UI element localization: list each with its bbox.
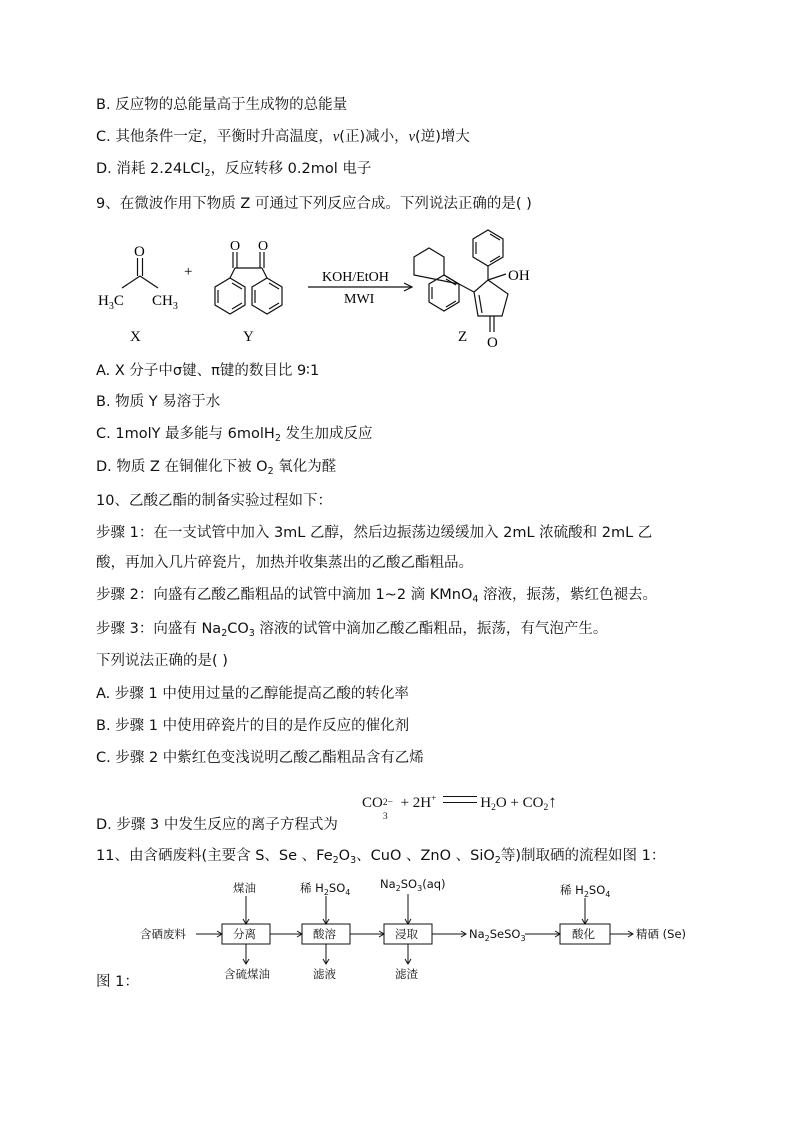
flow-input-dilute-acid-2: 稀 $H_2SO_4$ — [560, 883, 611, 899]
flow-input-sodium-sulfite: $Na_2SO_3(aq)$ — [380, 877, 446, 893]
flow-box1-label: 分离 — [233, 927, 256, 941]
flow-input-kerosene: 煤油 — [233, 881, 256, 895]
flowchart — [140, 876, 700, 986]
q10-question: 下列说法正确的是( ) — [96, 653, 228, 669]
label-x: X — [130, 329, 141, 345]
methyl-right-label: $CH_3$ — [152, 293, 178, 312]
equals-sign — [443, 796, 477, 803]
ketone-oxygen-z: O — [487, 335, 498, 351]
q9-option-d: D. 物质 Z 在铜催化下被 $O_2$ 氧化为醛 — [96, 459, 337, 477]
label-z: Z — [458, 329, 468, 345]
flow-intermediate: $Na_2SeSO_3$ — [469, 927, 526, 943]
q8-option-b: B. 反应物的总能量高于生成物的总能量 — [96, 97, 348, 113]
q10-option-d: D. 步骤 3 中发生反应的离子方程式为 — [96, 817, 338, 833]
q9-option-c: C. 1molY 最多能与 6molH$_2$ 发生加成反应 — [96, 426, 373, 444]
q9-option-a: A. X 分子中σ键、π键的数目比 9∶1 — [96, 363, 320, 379]
q8-option-d: D. 消耗 2.24LCl$_2$，反应转移 0.2mol 电子 — [96, 161, 372, 179]
q10-step1-line2: 酸，再加入几片碎瓷片，加热并收集蒸出的乙酸乙酯粗品。 — [96, 555, 473, 571]
q10-step3: 步骤 3：向盛有 $Na_2CO_3$ 溶液的试管中滴加乙酸乙酯粗品，振荡，有气泡产生。 — [96, 621, 608, 639]
q10-option-c: C. 步骤 2 中紫红色变浅说明乙酸乙酯粗品含有乙烯 — [96, 750, 424, 766]
flow-box2-label: 酸溶 — [313, 927, 336, 941]
flow-box4-label: 酸化 — [572, 927, 595, 941]
molecule-y — [215, 252, 282, 314]
flow-start: 含硒废料 — [140, 927, 186, 941]
flow-input-dilute-acid-1: 稀 $H_2SO_4$ — [300, 881, 351, 897]
reaction-scheme — [90, 228, 650, 353]
q9-option-b: B. 物质 Y 易溶于水 — [96, 394, 221, 410]
ketone-oxygen: O — [134, 244, 145, 260]
q10-step1-line1: 步骤 1：在一支试管中加入 3mL 乙醇，然后边振荡边缓缓加入 2mL 浓硫酸和 2mL 乙 — [96, 525, 653, 541]
molecule-z — [414, 230, 508, 332]
flow-output-sulfur-kerosene: 含硫煤油 — [224, 967, 270, 981]
q10-option-a: A. 步骤 1 中使用过量的乙醇能提高乙酸的转化率 — [96, 686, 409, 702]
flow-end: 精硒 (Se) — [636, 927, 687, 941]
q10-stem: 10、乙酸乙酯的制备实验过程如下： — [96, 493, 332, 509]
q10-option-b: B. 步骤 1 中使用碎瓷片的目的是作反应的催化剂 — [96, 718, 410, 734]
q11-stem: 11、由含硒废料(主要含 S、Se 、$Fe_2O_3$、CuO 、ZnO 、SiO$_2$等)制取硒的流程如图 1： — [96, 848, 666, 866]
figure-label: 图 1： — [96, 974, 139, 990]
carbonyl-oxygen-1: O — [230, 239, 241, 254]
label-y: Y — [243, 329, 254, 345]
flow-output-residue: 滤渣 — [395, 967, 418, 981]
hydroxyl-label: OH — [508, 268, 530, 284]
condition-bottom: MWI — [344, 292, 375, 307]
q10-step2: 步骤 2：向盛有乙酸乙酯粗品的试管中滴加 1~2 滴 KMnO$_4$ 溶液，振荡，紫红色褪去。 — [96, 587, 658, 605]
flow-output-filtrate: 滤液 — [313, 967, 336, 981]
q8-option-c: C. 其他条件一定，平衡时升高温度，v(正)减小，v(逆)增大 — [96, 129, 470, 145]
methyl-left-label: $H_3C$ — [98, 293, 124, 312]
plus-sign: + — [184, 264, 193, 280]
q9-stem: 9、在微波作用下物质 Z 可通过下列反应合成。下列说法正确的是( ) — [96, 196, 532, 212]
flow-box3-label: 浸取 — [395, 927, 418, 941]
carbonyl-oxygen-2: O — [258, 239, 269, 254]
molecule-x — [122, 258, 158, 288]
condition-top: KOH/EtOH — [322, 270, 389, 285]
ionic-equation: CO 2− 3 + 2H+ $H_2O$ + $CO_2↑$ — [362, 792, 557, 822]
